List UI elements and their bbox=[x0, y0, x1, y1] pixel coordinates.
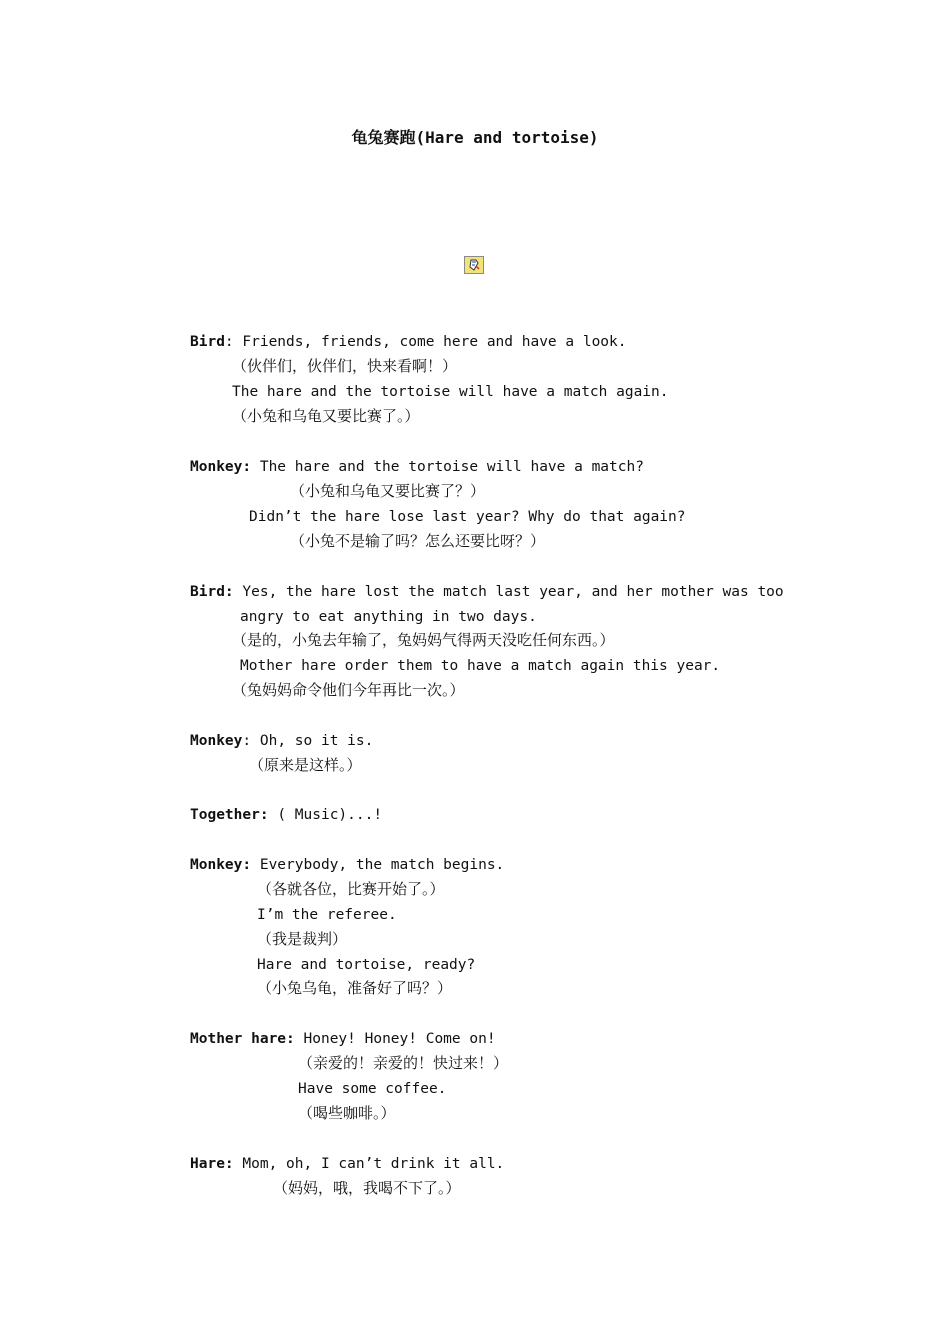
dialogue-line: The hare and the tortoise will have a match again. bbox=[232, 384, 669, 400]
translation-line: （是的，小兔去年输了，兔妈妈气得两天没吃任何东西。） bbox=[232, 631, 615, 649]
dialogue-line: Monkey: Oh, so it is. bbox=[190, 733, 374, 749]
dialogue-line: Bird: Friends, friends, come here and have a look. bbox=[190, 334, 627, 350]
speaker-label: Together: bbox=[190, 807, 269, 823]
translation-line: （小兔不是输了吗？怎么还要比呀？） bbox=[290, 532, 546, 550]
speaker-label: Bird bbox=[190, 334, 225, 350]
translation-line: （喝些咖啡。） bbox=[298, 1104, 396, 1122]
dialogue-line: angry to eat anything in two days. bbox=[240, 609, 537, 625]
dialogue-line: Have some coffee. bbox=[298, 1081, 447, 1097]
speaker-label: Mother hare: bbox=[190, 1031, 295, 1047]
line-text: Everybody, the match begins. bbox=[259, 857, 505, 873]
translation-line: （原来是这样。） bbox=[249, 756, 362, 774]
line-text: ( Music)...! bbox=[277, 807, 383, 823]
line-text: Yes, the hare lost the match last year, and her mother was too bbox=[242, 584, 784, 600]
document-title: 龟兔赛跑(Hare and tortoise) bbox=[351, 128, 599, 147]
translation-line: （兔妈妈命令他们今年再比一次。） bbox=[232, 681, 465, 699]
dialogue-line bbox=[190, 583, 784, 601]
translation-line: （各就各位，比赛开始了。） bbox=[257, 880, 445, 898]
translation-line: （亲爱的！亲爱的！快过来！） bbox=[298, 1054, 509, 1072]
dialogue-line: Hare and tortoise, ready? bbox=[257, 957, 476, 973]
line-text: Honey! Honey! Come on! bbox=[303, 1031, 496, 1047]
dialogue-line: Didn’t the hare lose last year? Why do that again? bbox=[249, 509, 686, 525]
dialogue-line bbox=[190, 1155, 504, 1173]
speaker-label: Hare: bbox=[190, 1156, 234, 1172]
translation-line: （小兔和乌龟又要比赛了？） bbox=[290, 482, 486, 500]
line-text: Mom, oh, I can’t drink it all. bbox=[242, 1156, 505, 1172]
line-text: The hare and the tortoise will have a match? bbox=[259, 459, 644, 475]
speaker-label: Monkey: bbox=[190, 857, 252, 873]
dialogue-line bbox=[190, 856, 504, 874]
translation-line: （妈妈，哦，我喝不下了。） bbox=[273, 1179, 461, 1197]
translation-line: （我是裁判） bbox=[257, 930, 348, 948]
speaker-label: Monkey bbox=[190, 733, 243, 749]
translation-line: （伙伴们，伙伴们，快来看啊！） bbox=[232, 357, 458, 375]
speaker-label: Bird: bbox=[190, 584, 234, 600]
dialogue-line: Mother hare order them to have a match again this year. bbox=[240, 658, 721, 674]
dialogue-line bbox=[190, 806, 382, 824]
line-text: Oh, so it is. bbox=[259, 733, 374, 749]
translation-line: （小兔和乌龟又要比赛了。） bbox=[232, 407, 420, 425]
translation-line: （小兔乌龟，准备好了吗？） bbox=[257, 979, 453, 997]
dialogue-line bbox=[190, 1030, 496, 1048]
dialogue-line: I’m the referee. bbox=[257, 907, 397, 923]
speaker-label: Monkey: bbox=[190, 459, 252, 475]
document-link-icon[interactable] bbox=[464, 256, 484, 274]
dialogue-line bbox=[190, 458, 644, 476]
line-text: Friends, friends, come here and have a look. bbox=[242, 334, 627, 350]
